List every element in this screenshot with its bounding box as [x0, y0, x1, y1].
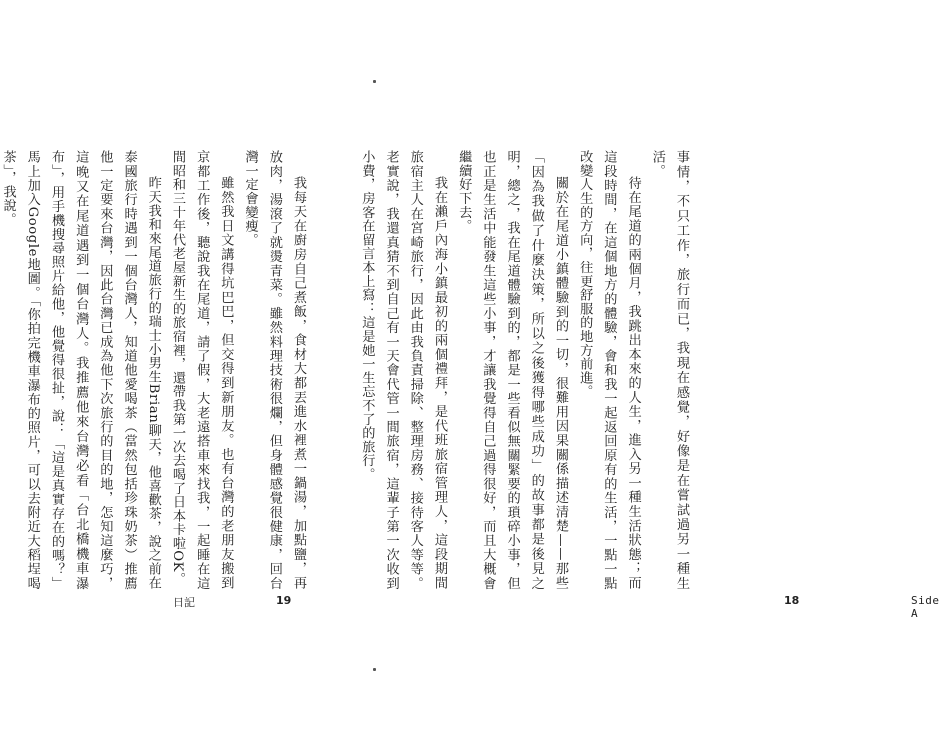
paragraph: 雖然我日文講得坑巴巴，但交得到新朋友。也有台灣的老朋友搬到京都工作後，聽說我在尾道，請了假，大老遠搭車來找我，一起睡在這間昭和三十年代老屋新生的旅宿裡，還帶我第一次去喝了日本卡啦OK。 — [169, 150, 234, 590]
paragraph: 我每天在廚房自己煮飯，食材大都丟進水裡煮一鍋湯，加點鹽，再放肉，湯滾了就燙青菜。雖然料理技術很爛，但身體感覺很健康，回台灣一定會變瘦。 — [242, 150, 306, 590]
center-fold-mark — [373, 668, 376, 671]
page-number: 18 — [784, 594, 800, 607]
left-page — [0, 0, 375, 750]
paragraph: 事情，不只工作，旅行而已，我現在感覺，好像是在嘗試過另一種生活。 — [649, 150, 689, 590]
paragraph: 昨天我和來尾道旅行的瑞士小男生Brian聊天，他喜歡茶，說之前在泰國旅行時遇到一個台灣人，知道他愛喝茶（當然包括珍珠奶茶）推薦他一定要來台灣，因此台灣已成為他下次旅行的目的地，怎知這麼巧，這晚又在尾道遇到一個台灣人。我推薦他來台灣必看「台北橋機車瀑布」，用手機搜尋照片給他，他覺得很扯，說：「這是真實存在的嗎？」馬上加入Google地圖。「你拍完機車瀑布的照片，可以去附近大稻埕喝茶」，我說。 — [0, 150, 161, 590]
paragraph: 關於在尾道小鎮體驗到的一切，很難用因果關係描述清楚——那些「因為我做了什麼決策，所以之後獲得哪些成功」的故事都是後見之明，總之，我在尾道體驗到的，都是一些看似無關緊要的瑣碎小事，但也正是生活中能發生這些小事，才讓我覺得自己過得很好，而且大概會繼續好下去。 — [456, 150, 568, 590]
paragraph: 我在瀨戶內海小鎮最初的兩個禮拜，是代班旅宿管理人，這段期間旅宿主人在宮崎旅行，因此由我負責掃除、整理房務、接待客人等等。老實說，我還真猜不到自己有一天會代管一間旅宿，這輩子第一次收到小費，房客在留言本上寫：這是她一生忘不了的旅行。 — [359, 150, 447, 590]
left-page-text — [0, 150, 310, 590]
paragraph: 待在尾道的兩個月，我跳出本來的人生，進入另一種生活狀態；而這段時間，在這個地方的體驗，會和我一起返回原有的生活，一點一點改變人生的方向，往更舒服的地方前進。 — [577, 150, 641, 590]
right-page-text — [359, 150, 693, 590]
right-page — [359, 0, 940, 750]
page-number: 19 — [276, 594, 292, 607]
running-title: 日記 — [173, 596, 195, 609]
running-title: Side A — [911, 594, 940, 620]
